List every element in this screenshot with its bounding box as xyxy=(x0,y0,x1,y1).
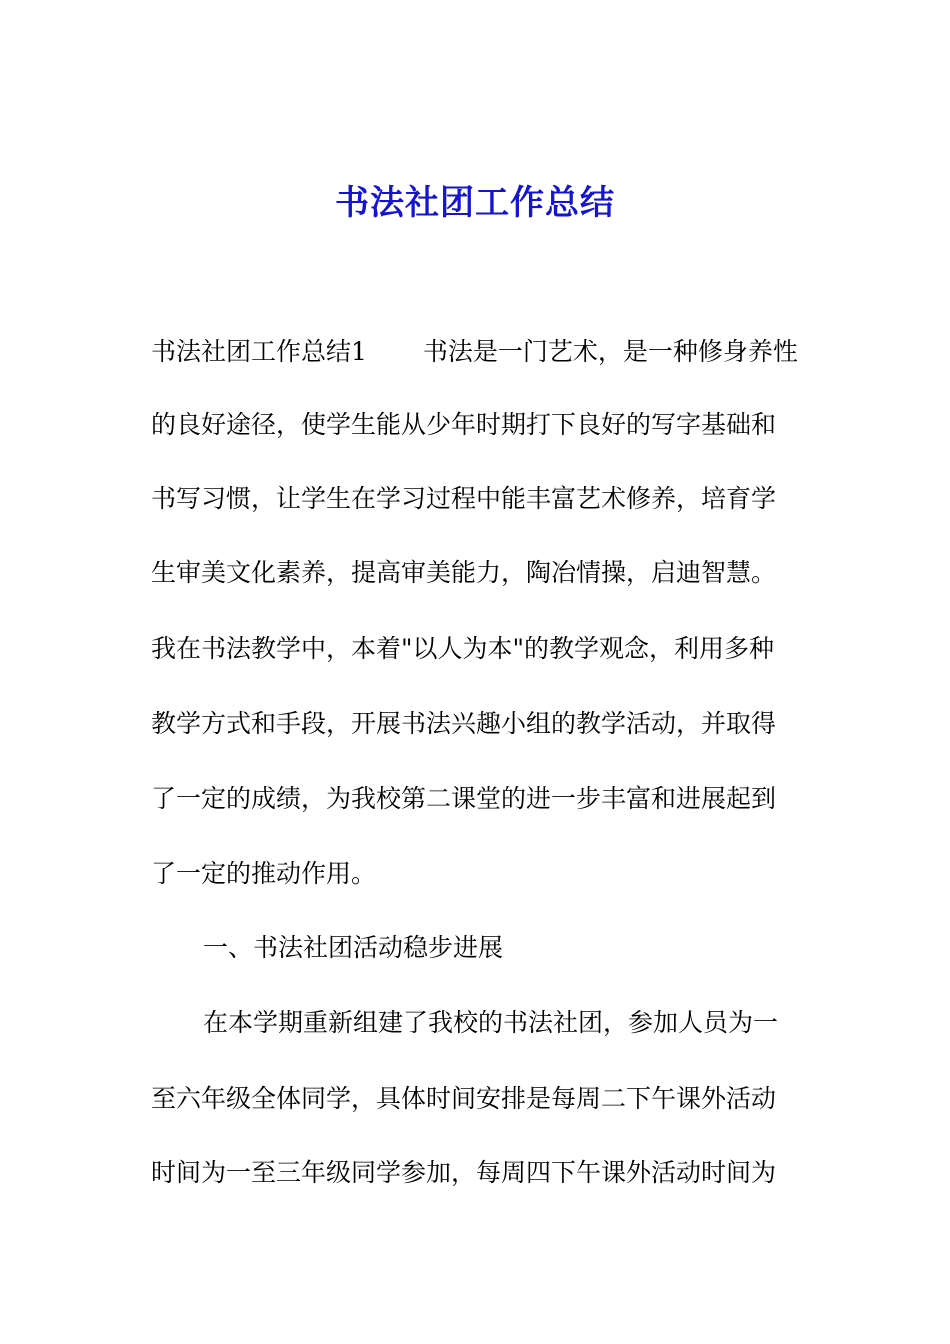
paragraph-line-3: 书写习惯，让学生在学习过程中能丰富艺术修养，培育学 xyxy=(151,484,777,513)
paragraph-line-2: 的良好途径，使学生能从少年时期打下良好的写字基础和 xyxy=(151,410,777,439)
paragraph-line-6: 教学方式和手段，开展书法兴趣小组的教学活动，并取得 xyxy=(151,709,777,738)
document-title: 书法社团工作总结 xyxy=(335,183,615,223)
paragraph-line-8: 了一定的推动作用。 xyxy=(151,859,377,888)
paragraph-line-9: 在本学期重新组建了我校的书法社团，参加人员为一 xyxy=(203,1008,779,1037)
paragraph-line-5: 我在书法教学中，本着"以人为本"的教学观念，利用多种 xyxy=(151,634,775,663)
paragraph-text: 书法是一门艺术，是一种修身养性 xyxy=(422,337,798,366)
paragraph-line-7: 了一定的成绩，为我校第二课堂的进一步丰富和进展起到 xyxy=(151,784,777,813)
paragraph-line-1 xyxy=(151,334,811,370)
section-heading-1: 一、书法社团活动稳步进展 xyxy=(203,933,504,962)
paragraph-line-10: 至六年级全体同学，具体时间安排是每周二下午课外活动 xyxy=(151,1084,777,1113)
paragraph-line-11: 时间为一至三年级同学参加，每周四下午课外活动时间为 xyxy=(151,1158,777,1187)
section-heading-inline: 书法社团工作总结1 xyxy=(151,337,367,366)
paragraph-line-4: 生审美文化素养，提高审美能力，陶冶情操，启迪智慧。 xyxy=(151,558,777,587)
